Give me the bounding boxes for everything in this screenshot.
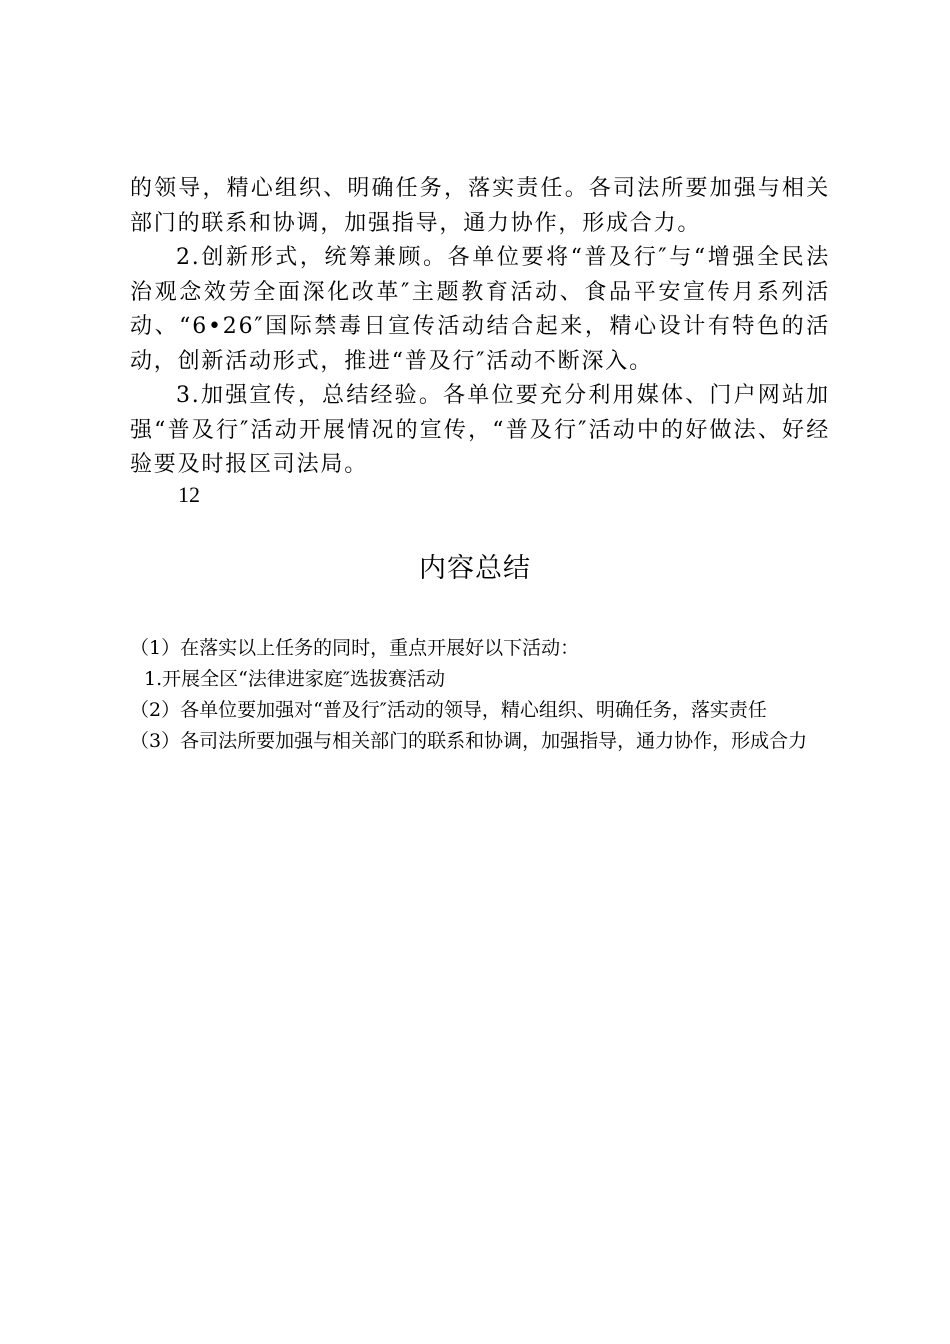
summary-item-2: （2）各单位要加强对“普及行″活动的领导，精心组织、明确任务，落实责任: [130, 699, 767, 721]
page-number: 12: [178, 482, 200, 507]
body-paragraph-3: 3.加强宣传，总结经验。各单位要充分利用媒体、门户网站加强“普及行″活动开展情况的宣传，“普及行″活动中的好做法、好经验要及时报区司法局。: [130, 383, 830, 477]
body-paragraph-1: 的领导，精心组织、明确任务，落实责任。各司法所要加强与相关部门的联系和协调，加强指导，通力协作，形成合力。: [130, 176, 830, 236]
summary-list: [130, 634, 840, 758]
summary-title: 内容总结: [419, 553, 531, 584]
body-paragraph-2: 2.创新形式，统筹兼顾。各单位要将“普及行″与“增强全民法治观念效劳全面深化改革″主题教育活动、食品平安宣传月系列活动、“6•26″国际禁毒日宣传活动结合起来，精心设计有特色的活动，创新活动形式，推进“普及行″活动不断深入。: [130, 245, 830, 374]
summary-item-1: （1）在落实以上任务的同时，重点开展好以下活动：: [130, 637, 580, 659]
summary-item-3: （3）各司法所要加强与相关部门的联系和协调，加强指导，通力协作，形成合力: [130, 730, 808, 752]
summary-subitem-1: 1.开展全区“法律进家庭″选拔赛活动: [144, 668, 445, 690]
document-body: [130, 172, 830, 483]
